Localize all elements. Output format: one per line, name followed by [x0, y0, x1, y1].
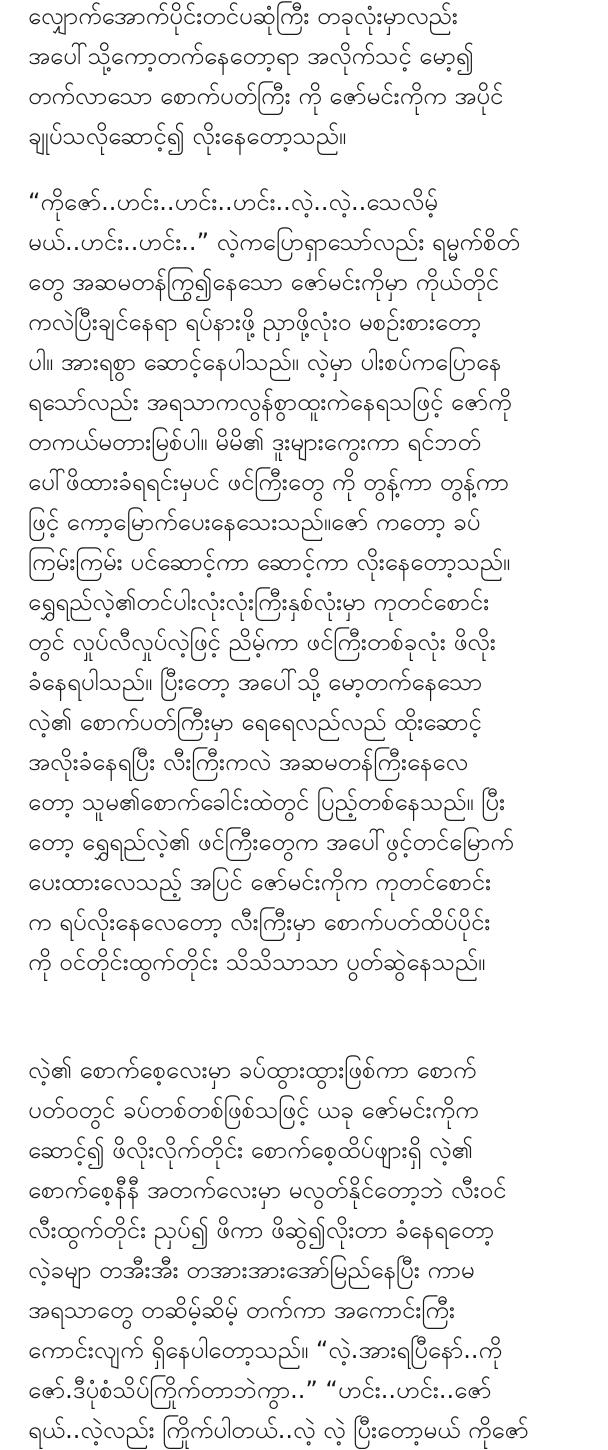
paragraph-line: ရသော်လည်း အရသာကလွန်စွာထူးကဲနေရသဖြင့် ဇော်ကို: [28, 388, 512, 416]
paragraph-line: က ရပ်လိုးနေလေတော့ လီးကြီးမှာ စောက်ပတ်ထိပ်ပိုင်း: [28, 908, 491, 936]
paragraph-line: ပေါ်ဖိထားခံရရင်းမှပင် ဖင်ကြီးတွေ ကို တွန့်ကာ တွန့်ကာ: [28, 468, 509, 496]
paragraph-line: လျှောက်အောက်ပိုင်းတင်ပဆုံကြီး တခုလုံးမှာလည်း: [28, 2, 458, 30]
paragraph-line: အရသာတွေ တဆိမ့်ဆိမ့် တက်ကာ အကောင်းကြီး: [28, 1296, 455, 1324]
paragraph-line: လဲ့ခမျာ တအီးအီး တအားအားအော်မြည်နေပြီး ကာမ: [28, 1256, 475, 1284]
paragraph-line: လဲ့၏ စောက်စေ့လေးမှာ ခပ်ထွားထွားဖြစ်ကာ စောက်: [28, 1056, 477, 1084]
paragraph-line: တော့ ရွှေရည်လဲ့၏ ဖင်ကြီးတွေက အပေါ်ဖွင့်တင်မြောက်: [28, 828, 514, 856]
paragraph-line: “ကိုဇော်..ဟင်း..ဟင်း..ဟင်း..လဲ့..လဲ့..သေလိမ့်: [28, 188, 438, 216]
paragraph-line: စောက်စေ့နီနီ အတက်လေးမှာ မလွတ်နိုင်တော့ဘဲ လီးဝင်: [28, 1176, 507, 1204]
paragraph-line: ပတ်ဝတွင် ခပ်တစ်တစ်ဖြစ်သဖြင့် ယခု ဇော်မင်းကိုက: [28, 1096, 479, 1124]
paragraph-line: အလိုးခံနေရပြီး လီးကြီးကလဲ အဆမတန်ကြီးနေလေ: [28, 748, 468, 776]
paragraph-line: တက်လာသော စောက်ပတ်ကြီး ကို ဇော်မင်းကိုက အပိုင်: [28, 82, 504, 110]
paragraph-line: ဆောင့်၍ ဖိလိုးလိုက်တိုင်း စောက်စေ့ထိပ်ဖျားရှိ လဲ့၏: [28, 1136, 473, 1164]
paragraph-2: [28, 182, 593, 982]
paragraph-line: တွေ အဆမတန်ကြွ၍နေသော ဇော်မင်းကိုမှာ ကိုယ်တိုင်: [28, 268, 499, 296]
paragraph-line: ပေးထားလေသည့် အပြင် ဇော်မင်းကိုက ကုတင်စောင်း: [28, 868, 492, 896]
paragraph-line: ရွှေရည်လဲ့၏တင်ပါးလုံးလုံးကြီးနှစ်လုံးမှာ ကုတင်စောင်း: [28, 588, 490, 616]
paragraph-line: မယ်..ဟင်း..ဟင်း..” လဲ့ကပြောရှာသော်လည်း ရမ္မက်စိတ်: [28, 228, 520, 256]
paragraph-line: ပါ။ အားရစွာ ဆောင့်နေပါသည်။ လဲ့မှာ ပါးစပ်ကပြောနေ: [28, 348, 502, 376]
paragraph-line: ကို ဝင်တိုင်းထွက်တိုင်း သိသိသာသာ ပွတ်ဆွဲနေသည်။: [28, 948, 486, 976]
paragraph-line: အပေါ်သို့ကော့တက်နေတော့ရာ အလိုက်သင့် မော့၍: [28, 42, 474, 70]
paragraph-line: တကယ်မတားမြစ်ပါ။ မိမိ၏ ဒူးများကွေးကာ ရင်ဘတ်: [28, 428, 481, 456]
paragraph-line: လဲ့၏ စောက်ပတ်ကြီးမှာ ရေရေလည်လည် ထိုးဆောင့်: [28, 708, 482, 736]
paragraph-line: ကြမ်းကြမ်း ပင်ဆောင့်ကာ ဆောင့်ကာ လိုးနေတော့သည်။: [28, 548, 511, 576]
paragraph-line: လီးထွက်တိုင်း ညှပ်၍ ဖိကာ ဖိဆွဲ၍လိုးတာ ခံနေရတော့: [28, 1216, 495, 1244]
paragraph-line: တွင် လှုပ်လီလှုပ်လဲ့ဖြင့် ညိမ့်ကာ ဖင်ကြီးတစ်ခုလုံး ဖိလိုး: [28, 628, 496, 656]
paragraph-line: ခံနေရပါသည်။ ပြီးတော့ အပေါ်သို့ မော့တက်နေသော: [28, 668, 483, 696]
paragraph-line: ဖြင့် ကော့မြောက်ပေးနေသေးသည်။ဇော် ကတော့ ခပ်: [28, 508, 481, 536]
paragraph-line: ရယ်..လဲ့လည်း ကြိုက်ပါတယ်..လဲ့ လဲ့ ပြီးတော့မယ် ကိုဇော်: [28, 1416, 529, 1444]
paragraph-line: ကလဲပြီးချင်နေရာ ရပ်နားဖို့ ညှာဖို့လုံးဝ မစဉ်းစားတော့: [28, 308, 482, 336]
paragraph-1: [28, 0, 593, 156]
paragraph-3: [28, 1050, 593, 1450]
paragraph-line: ချုပ်သလိုဆောင့်၍ လိုးနေတော့သည်။: [28, 122, 347, 150]
paragraph-line: ဇော်.ဒီပုံစံသိပ်ကြိုက်တာဘဲကွာ..” “ဟင်း..ဟင်း..ဇော်: [28, 1376, 492, 1404]
paragraph-line: ကောင်းလျက် ရှိနေပါတော့သည်။ “လဲ့.အားရပြီနော်..ကို: [28, 1336, 502, 1364]
paragraph-line: တော့ သူမ၏စောက်ခေါင်းထဲတွင် ပြည့်တစ်နေသည်။ ပြီး: [28, 788, 506, 816]
